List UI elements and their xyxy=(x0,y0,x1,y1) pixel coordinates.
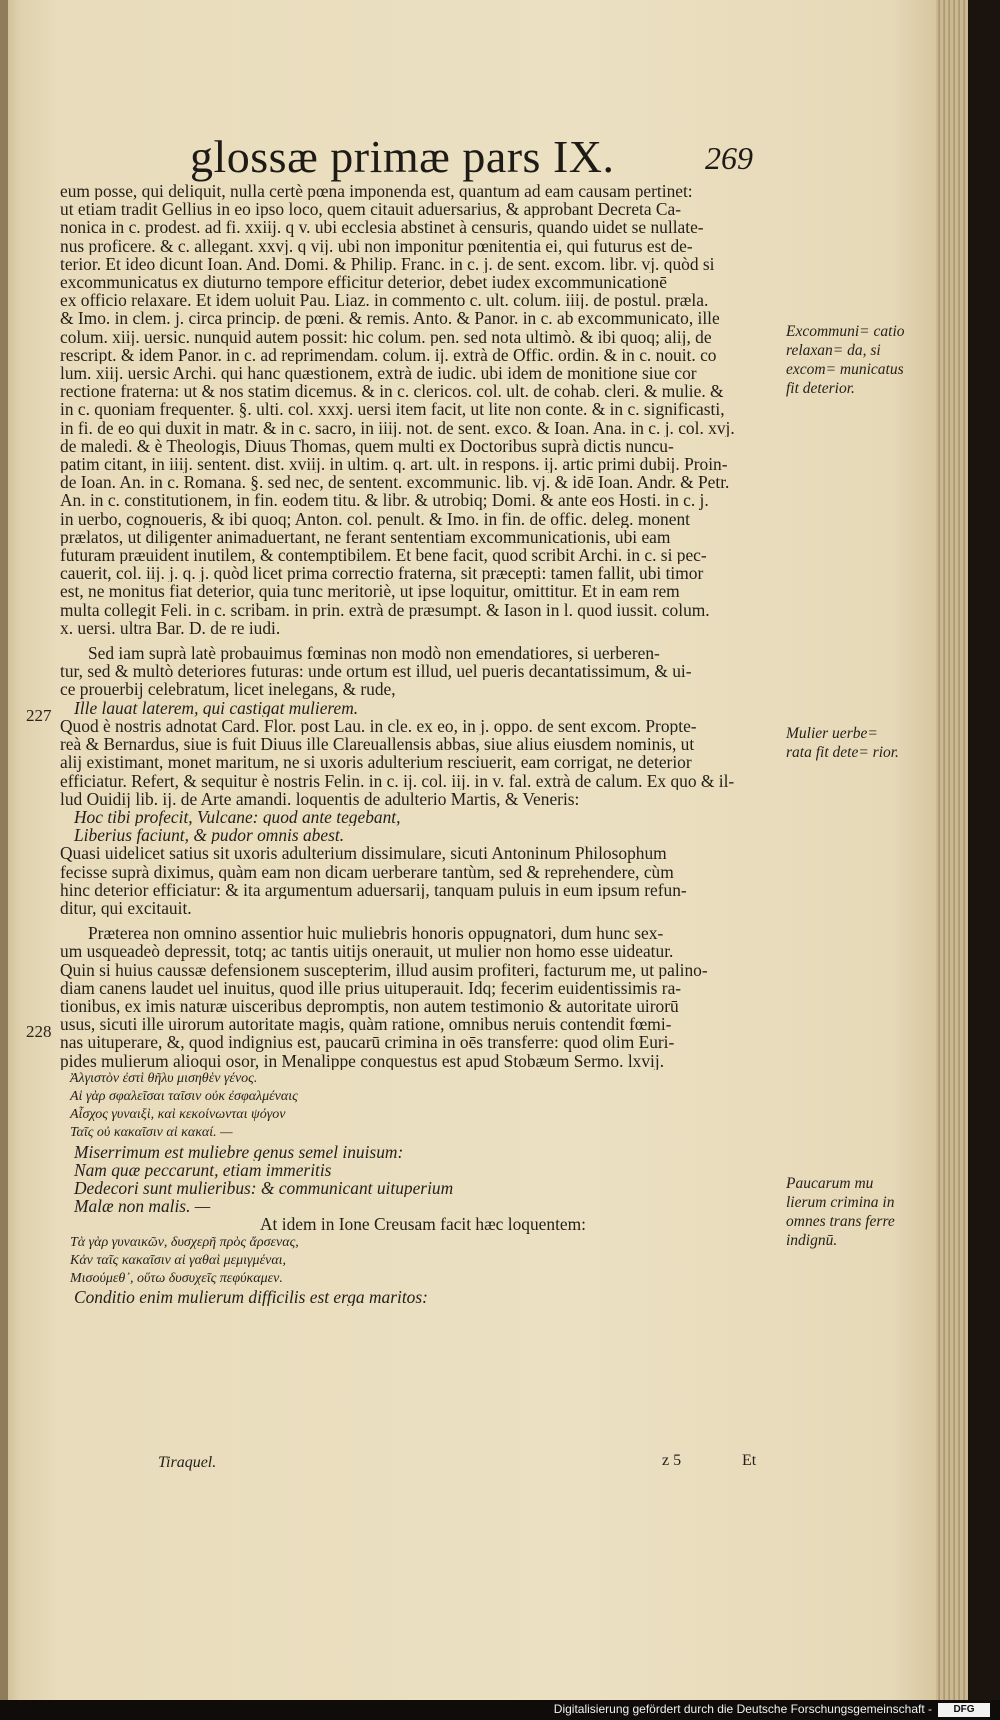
text-line: lud Ouidij lib. ij. de Arte amandi. loquentis de adulterio Martis, & Veneris: xyxy=(60,789,580,808)
text-line: Quod è nostris adnotat Card. Flor. post Lau. in cle. ex eo, in j. oppo. de sent excom. Propte- xyxy=(60,716,697,736)
text-line: ut etiam tradit Gellius in eo ipso loco, quem citauit aduersarius, & approbant Decreta Ca- xyxy=(60,200,682,219)
text-line: de Ioan. An. in c. Romana. §. sed nec, de sentent. excommunic. lib. vj. & idē Ioan. Andr. & Petr. xyxy=(60,473,730,492)
main-text xyxy=(60,182,775,1306)
text-line: Quasi uidelicet satius sit uxoris adulterium dissimulare, sicuti Antoninum Philosophum xyxy=(60,844,667,863)
paragraph-gap xyxy=(60,637,775,644)
text-line: prælatos, ut diligenter animaduertant, ne ferant sententiam excommunicationis, ubi eam xyxy=(60,527,671,547)
verse-line: Miserrimum est muliebre genus semel inuisum: xyxy=(74,1142,404,1161)
text-line: reà & Bernardus, siue is fuit Diuus ille Clareuallensis abbas, siue alius eiusdem nominis, ut xyxy=(60,735,695,754)
text-line: colum. xiij. uersic. nunquid autem possit: hic colum. pen. sed nota ultimò. & ibi quoq; alij, de xyxy=(60,327,712,346)
text-line: alij existimant, monet maritum, ne si uxoris adulterium resciuerit, eam corrigat, ne deterior xyxy=(60,753,692,772)
text-line: tur, sed & multò deteriores futuras: unde ortum est illud, uel pueris decantatissimum, & ui- xyxy=(60,662,692,681)
text-line: usus, sicuti ille uirorum autoritate magis, quàm ratione, omnibus neruis contendit fœmi- xyxy=(60,1015,672,1034)
text-line: in uerbo, cognoueris, & ibi quoq; Anton. col. penult. & Imo. in fin. de offic. deleg. monent xyxy=(60,509,690,528)
verse-line: Hoc tibi profecit, Vulcane: quod ante tegebant, xyxy=(74,807,401,827)
text-line: de maledi. & è Theologis, Diuus Thomas, quem multi ex Doctoribus suprà dictis nuncu- xyxy=(60,436,674,456)
text-line: Quin si huius caussæ defensionem suscepterim, illud ausim profiteri, facturum me, ut palino- xyxy=(60,960,708,979)
text-line: ex officio relaxare. Et idem uoluit Pau. Liaz. in commento c. ult. colum. iiij. de postul. præla. xyxy=(60,291,709,310)
catchword: Et xyxy=(742,1452,757,1469)
text-line: patim citant, in iiij. sentent. dist. xviij. in ultim. q. art. ult. in respons. ij. artic primi dubij. Proin- xyxy=(60,455,728,474)
text-line: lum. xiij. uersic Archi. qui hanc quæstionem, extrà de iudic. ubi idem de monitione siue cor xyxy=(60,364,697,383)
greek-verse-line: Ἀλγιστὸν ἐστὶ θῆλυ μισηθὲν γένος. xyxy=(70,1070,258,1086)
text-line: efficiatur. Refert, & sequitur è nostris Felin. in c. ij. col. iij. in v. fal. extrà de calum. Ex quo & il- xyxy=(60,771,735,790)
verse-line: Malæ non malis. — xyxy=(74,1197,211,1216)
section-number: 228 xyxy=(26,1022,52,1041)
text-line: um usqueadeò depressit, totq; ac tantis uitijs onerauit, ut mulier non homo esse uideatur. xyxy=(60,942,674,961)
greek-verse-line: Αἶσχος γυναιξὶ, καὶ κεκοίνωνται ψόγον xyxy=(70,1107,286,1123)
greek-verse-line: Κἀν ταῖς κακαῖσιν αἱ γαθαὶ μεμιγμέναι, xyxy=(70,1252,287,1268)
text-line: ce prouerbij celebratum, licet inelegans, & rude, xyxy=(60,680,396,699)
section-number: 227 xyxy=(26,706,52,725)
text-line: cauerit, col. iij. j. q. j. quòd licet prima correctio fraterna, sit præcepti: tamen fallit, ubi timor xyxy=(60,564,704,583)
text-line: nas uituperare, &, quod indignius est, paucarū crimina in oēs transferre: quod olim Euri- xyxy=(60,1033,675,1052)
text-line: eum posse, qui deliquit, nulla certè pœna imponenda est, quantum ad eam causam pertinet: xyxy=(60,182,693,201)
text-line: in c. quoniam frequenter. §. ulti. col. xxxj. uersi item facit, ut lite non conte. & in c. significasti, xyxy=(60,400,725,419)
marginal-note: Excommuni= catio relaxan= da, si excom= municatus fit deterior. xyxy=(786,323,905,397)
text-line: pides mulierum alioqui osor, in Menalippe conquestus est apud Stobæum Sermo. lxvij. xyxy=(60,1051,665,1070)
marginal-note: Mulier uerbe= rata fit dete= rior. xyxy=(786,725,899,761)
running-head: glossæ primæ pars IX. xyxy=(190,131,615,182)
text-line: terior. Et ideo dicunt Ioan. And. Domi. & Philip. Franc. in c. j. de sent. excom. libr. vj. quòd si xyxy=(60,254,715,274)
text-line: in fi. de eo qui duxit in matr. & in c. sacro, in iiij. not. de sent. exco. & Ioan. Ana. in c. j. col. xvj. xyxy=(60,418,735,437)
verse-line: Dedecori sunt mulieribus: & communicant uituperium xyxy=(74,1178,454,1198)
greek-verse-line: Μισούμεθ᾽, οὕτω δυσυχεῖς πεφύκαμεν. xyxy=(70,1270,283,1286)
text-line: Præterea non omnino assentior huic muliebris honoris oppugnatori, dum hunc sex- xyxy=(88,924,664,943)
marginal-note: Paucarum mu lierum crimina in omnes trans ferre indignū. xyxy=(786,1175,895,1249)
text-line: At idem in Ione Creusam facit hæc loquentem: xyxy=(260,1215,586,1234)
text-line: multa collegit Feli. in c. scribam. in prin. extrà de præsumpt. & Iason in l. quod iussit. colum. xyxy=(60,600,710,619)
footer-credit: Digitalisierung gefördert durch die Deutsche Forschungsgemeinschaft - xyxy=(553,1702,932,1716)
text-line: & Imo. in clem. j. circa princip. de pœni. & remis. Anto. & Panor. in c. ab excommunicato, ille xyxy=(60,309,720,328)
text-line: est, ne monitus fiat deterior, quia tunc meritoriè, ut ipse loquitur, omittitur. Et in eam rem xyxy=(60,582,680,601)
catchword-author: Tiraquel. xyxy=(158,1454,217,1471)
text-line: ditur, qui excitauit. xyxy=(60,898,192,918)
verse-line: Ille lauat laterem, qui castigat mulierem. xyxy=(74,698,359,717)
text-line: futuram præuident inutilem, & contemptibilem. Et bene facit, quod scribit Archi. in c. si pec- xyxy=(60,546,707,565)
text-line: hinc deterior efficiatur: & ita argumentum aduersarij, tanquam puluis in eum ipsum refun- xyxy=(60,880,687,899)
dfg-logo: DFG xyxy=(938,1703,990,1717)
text-line: tionibus, ex imis naturæ uisceribus depromptis, non autem testimonio & autoritate uirorū xyxy=(60,996,679,1016)
text-line: fecisse suprà diximus, quàm eam non dicam uerberare tantùm, sed & reprehendere, cùm xyxy=(60,862,674,881)
verse-line: Conditio enim mulierum difficilis est erga maritos: xyxy=(74,1288,428,1307)
text-line: Sed iam suprà latè probauimus fœminas non modò non emendatiores, si uerberen- xyxy=(88,644,660,663)
greek-verse-line: Αἱ γὰρ σφαλεῖσαι ταῖσιν οὐκ ἐσφαλμέναις xyxy=(70,1088,298,1104)
greek-verse-line: Ταῖς οὐ κακαῖσιν αἱ κακαί. — xyxy=(70,1125,233,1141)
paragraph-gap xyxy=(60,917,775,924)
signature-mark: z 5 xyxy=(662,1452,682,1469)
text-line: diam canens laudet uel inuitus, quod ille prius uituperauit. Idq; fecerim euidentissimis ra- xyxy=(60,978,682,997)
text-line: x. uersi. ultra Bar. D. de re iudi. xyxy=(60,618,281,638)
greek-verse-line: Τὰ γὰρ γυναικῶν, δυσχερῆ πρὸς ἄρσενας, xyxy=(70,1234,299,1250)
text-line: rectione fraterna: ut & nos statim dicemus. & in c. clericos. col. ult. de cohab. cleri. & mulie. & xyxy=(60,382,724,401)
verse-line: Nam quæ peccarunt, etiam immeritis xyxy=(74,1160,332,1179)
text-line: nus proficere. & c. allegant. xxvj. q vij. ubi non imponitur pœnitentia ei, qui futurus est de- xyxy=(60,236,693,255)
text-line: rescript. & idem Panor. in c. ad reprimendam. colum. ij. extrà de Offic. ordin. & in c. nouit. co xyxy=(60,345,717,365)
page-number: 269 xyxy=(705,140,753,176)
verse-line: Liberius faciunt, & pudor omnis abest. xyxy=(74,826,345,845)
page-edges xyxy=(936,0,968,1700)
text-line: An. in c. constitutionem, in fin. eodem titu. & libr. & utrobiq; Domi. & ante eos Hosti. in c. j. xyxy=(60,491,709,510)
text-line: excommunicatus ex diuturno tempore efficitur deterior, debet iudex excommunicationē xyxy=(60,273,667,292)
previous-page-edge xyxy=(0,0,8,1700)
digitization-footer xyxy=(0,1700,1000,1720)
text-line: nonica in c. prodest. ad fi. xxiij. q v. ubi ecclesia abstinet à censuris, quando uidet se nullate- xyxy=(60,218,704,237)
